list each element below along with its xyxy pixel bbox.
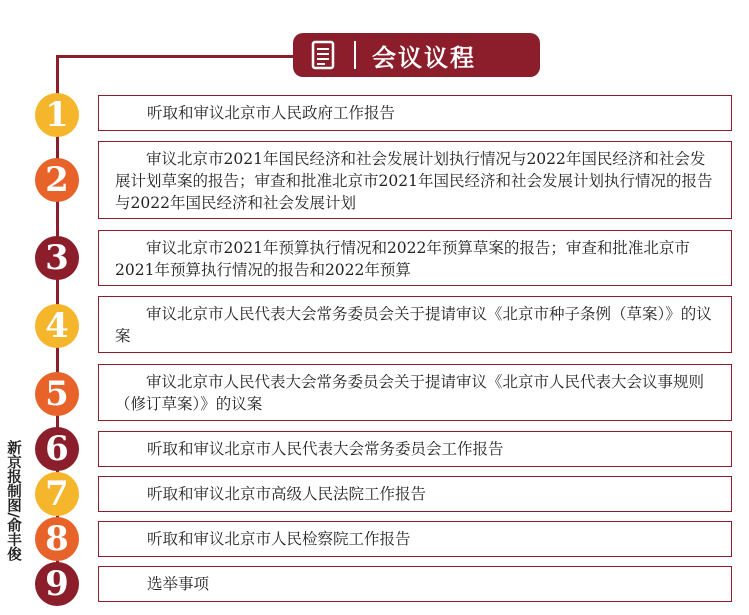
agenda-item-6 — [98, 431, 732, 467]
agenda-item-text: 听取和审议北京市人民检察院工作报告 — [147, 530, 411, 548]
agenda-item-7 — [98, 476, 732, 512]
agenda-number-badge-5: 5 — [35, 372, 79, 416]
header-separator — [354, 41, 356, 69]
agenda-number-badge-1: 1 — [35, 93, 79, 137]
agenda-item-text: 审议北京市2021年国民经济和社会发展计划执行情况与2022年国民经济和社会发展计划草案的报告；审查和批准北京市2021年国民经济和社会发展计划执行情况的报告与2022年国民经济和社会发展计划 — [115, 150, 713, 212]
agenda-number-badge-8: 8 — [35, 517, 79, 561]
agenda-header — [293, 33, 540, 77]
image-credit: 新京报制图/俞丰俊 — [5, 440, 21, 562]
agenda-number-badge-9: 9 — [35, 562, 79, 606]
agenda-number-badge-2: 2 — [35, 158, 79, 202]
agenda-item-9 — [98, 566, 732, 602]
frame-line-horizontal — [56, 55, 296, 58]
agenda-item-1 — [98, 95, 732, 131]
agenda-item-8 — [98, 521, 732, 557]
agenda-item-text: 听取和审议北京市高级人民法院工作报告 — [147, 485, 427, 503]
agenda-item-text: 审议北京市2021年预算执行情况和2022年预算草案的报告；审查和批准北京市2021年预算执行情况的报告和2022年预算 — [115, 239, 690, 279]
agenda-item-2 — [98, 141, 732, 219]
agenda-item-text: 听取和审议北京市人民代表大会常务委员会工作报告 — [147, 440, 504, 458]
document-icon — [308, 40, 338, 70]
agenda-number-badge-3: 3 — [35, 236, 79, 280]
agenda-item-text: 选举事项 — [147, 575, 210, 593]
agenda-item-3 — [98, 230, 732, 286]
agenda-item-text: 审议北京市人民代表大会常务委员会关于提请审议《北京市种子条例（草案）》的议案 — [115, 305, 712, 345]
agenda-number-badge-6: 6 — [35, 427, 79, 471]
agenda-item-4 — [98, 296, 732, 353]
agenda-item-text: 审议北京市人民代表大会常务委员会关于提请审议《北京市人民代表大会议事规则（修订草案）》的议案 — [115, 373, 705, 413]
agenda-number-badge-7: 7 — [35, 472, 79, 516]
agenda-item-text: 听取和审议北京市人民政府工作报告 — [147, 104, 396, 122]
agenda-number-badge-4: 4 — [35, 304, 79, 348]
agenda-item-5 — [98, 364, 732, 421]
agenda-title: 会议议程 — [372, 43, 476, 72]
